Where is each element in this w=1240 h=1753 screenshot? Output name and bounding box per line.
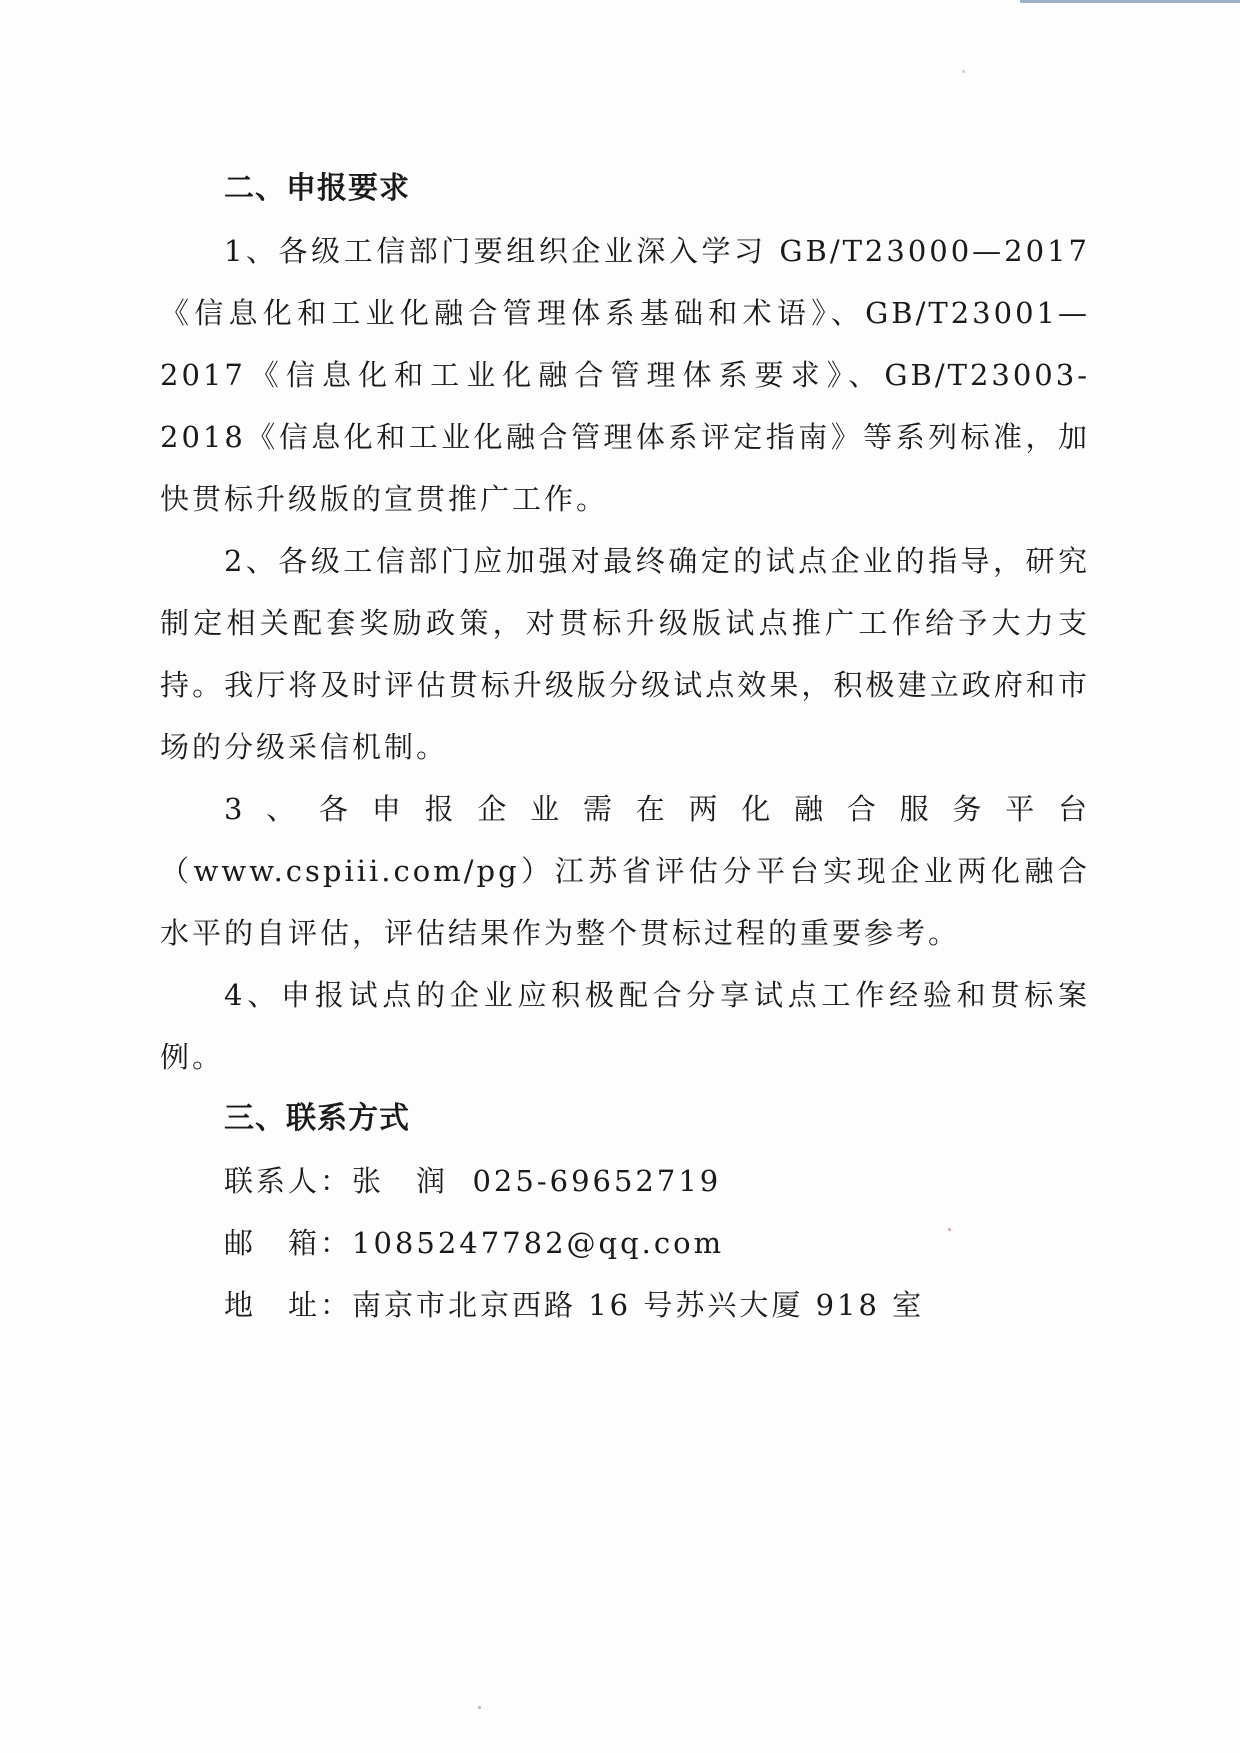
contact-info bbox=[160, 1150, 1090, 1336]
scan-speck bbox=[948, 1228, 951, 1231]
contact-email-label: 邮 箱： bbox=[224, 1226, 353, 1260]
contact-person-name: 张 润 bbox=[352, 1164, 449, 1198]
requirement-item-2: 2、各级工信部门应加强对最终确定的试点企业的指导，研究制定相关配套奖励政策，对贯标升级版试点推广工作给予大力支持。我厅将及时评估贯标升级版分级试点效果，积极建立政府和市场的分级采信机制。 bbox=[160, 544, 1090, 764]
contact-address-line bbox=[224, 1274, 1090, 1336]
contact-email-line bbox=[224, 1212, 1090, 1274]
document-body bbox=[160, 158, 1090, 1336]
contact-person-line bbox=[224, 1150, 1090, 1212]
scan-edge-line bbox=[1020, 0, 1240, 3]
scan-speck bbox=[962, 70, 965, 73]
requirement-item-3: 3、各申报企业需在两化融合服务平台（www.cspiii.com/pg）江苏省评估分平台实现企业两化融合水平的自评估，评估结果作为整个贯标过程的重要参考。 bbox=[160, 792, 1090, 950]
section-heading-contact: 三、联系方式 bbox=[224, 1101, 410, 1136]
contact-email: 1085247782@qq.com bbox=[352, 1226, 725, 1260]
section-heading-requirements: 二、申报要求 bbox=[224, 171, 410, 206]
contact-phone: 025-69652719 bbox=[472, 1164, 722, 1198]
scan-speck bbox=[478, 1706, 481, 1709]
contact-address: 南京市北京西路 16 号苏兴大厦 918 室 bbox=[352, 1288, 925, 1322]
contact-person-label: 联系人： bbox=[224, 1164, 353, 1198]
contact-address-label: 地 址： bbox=[224, 1288, 353, 1322]
requirement-item-4: 4、申报试点的企业应积极配合分享试点工作经验和贯标案例。 bbox=[160, 978, 1090, 1074]
requirement-item-1: 1、各级工信部门要组织企业深入学习 GB/T23000—2017《信息化和工业化融合管理体系基础和术语》、GB/T23001—2017《信息化和工业化融合管理体系要求》、GB/T23003-2018《信息化和工业化融合管理体系评定指南》等系列标准，加快贯标升级版的宣贯推广工作。 bbox=[160, 234, 1090, 516]
